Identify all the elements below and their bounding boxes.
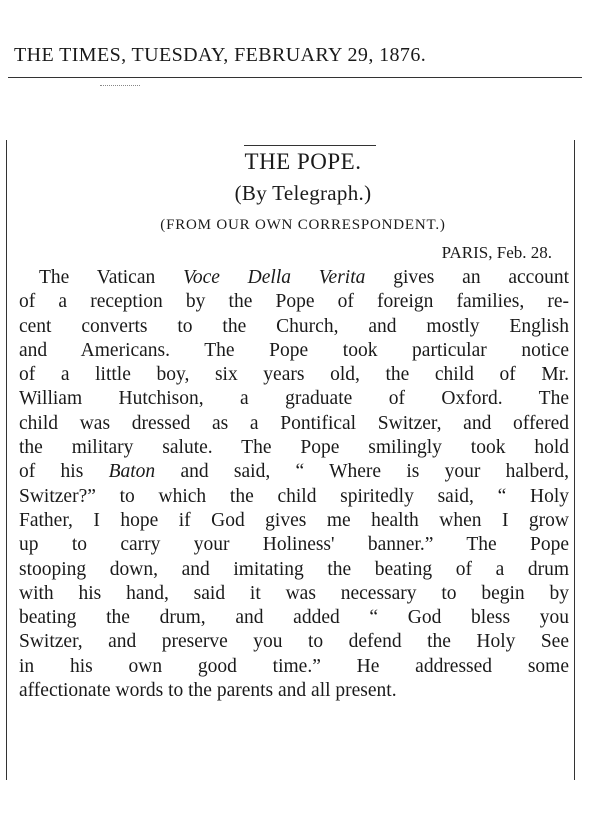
article-line: affectionate words to the parents and all present. xyxy=(19,680,397,702)
article-line-text: and said, “ Where is your halberd, xyxy=(155,461,569,483)
article-line-text: gives an account xyxy=(365,267,570,288)
article-line: Father, I hope if God gives me health when I grow xyxy=(19,509,569,531)
article-dateline: PARIS, Feb. 28. xyxy=(441,243,552,262)
headline-rule xyxy=(244,145,376,146)
article-line: child was dressed as a Pontifical Switzer, and offered xyxy=(19,412,569,434)
article-line: cent converts to the Church, and mostly English xyxy=(19,315,569,337)
article-body xyxy=(19,266,569,703)
article-line: with his hand, said it was necessary to begin by xyxy=(19,582,569,604)
article-line: William Hutchison, a graduate of Oxford. The xyxy=(19,388,569,410)
clipping-right-border xyxy=(574,140,575,780)
article-line: of a reception by the Pope of foreign families, re- xyxy=(19,291,569,313)
newspaper-masthead: THE TIMES, TUESDAY, FEBRUARY 29, 1876. xyxy=(14,44,427,66)
article-line xyxy=(19,266,569,290)
masthead-rule xyxy=(8,77,582,78)
article-line-text: of his xyxy=(19,461,109,483)
article-line: and Americans. The Pope took particular notice xyxy=(19,339,569,361)
article-headline: THE POPE. xyxy=(244,149,362,174)
masthead-underline-fragment xyxy=(100,85,140,86)
article-line: up to carry your Holiness' banner.” The Pope xyxy=(19,534,569,556)
article-line-italic: Baton xyxy=(108,461,156,483)
article-line: Switzer, and preserve you to defend the Holy See xyxy=(19,631,569,653)
article-line: in his own good time.” He addressed some xyxy=(19,655,569,677)
article-line: the military salute. The Pope smilingly took hold xyxy=(19,437,569,459)
article-line: Switzer?” to which the child spiritedly said, “ Holy xyxy=(19,485,569,507)
article-line: beating the drum, and added “ God bless you xyxy=(19,607,569,629)
article-line-text: The Vatican xyxy=(39,267,184,288)
article-line: of a little boy, six years old, the child of Mr. xyxy=(19,364,569,386)
article-line: stooping down, and imitating the beating of a drum xyxy=(19,558,569,580)
article-correspondent: (FROM OUR OWN CORRESPONDENT.) xyxy=(160,217,446,233)
article-line xyxy=(19,460,569,484)
article-line-italic: Voce Della Verita xyxy=(183,267,366,288)
article-subhead: (By Telegraph.) xyxy=(234,181,372,205)
clipping-left-border xyxy=(6,140,7,780)
